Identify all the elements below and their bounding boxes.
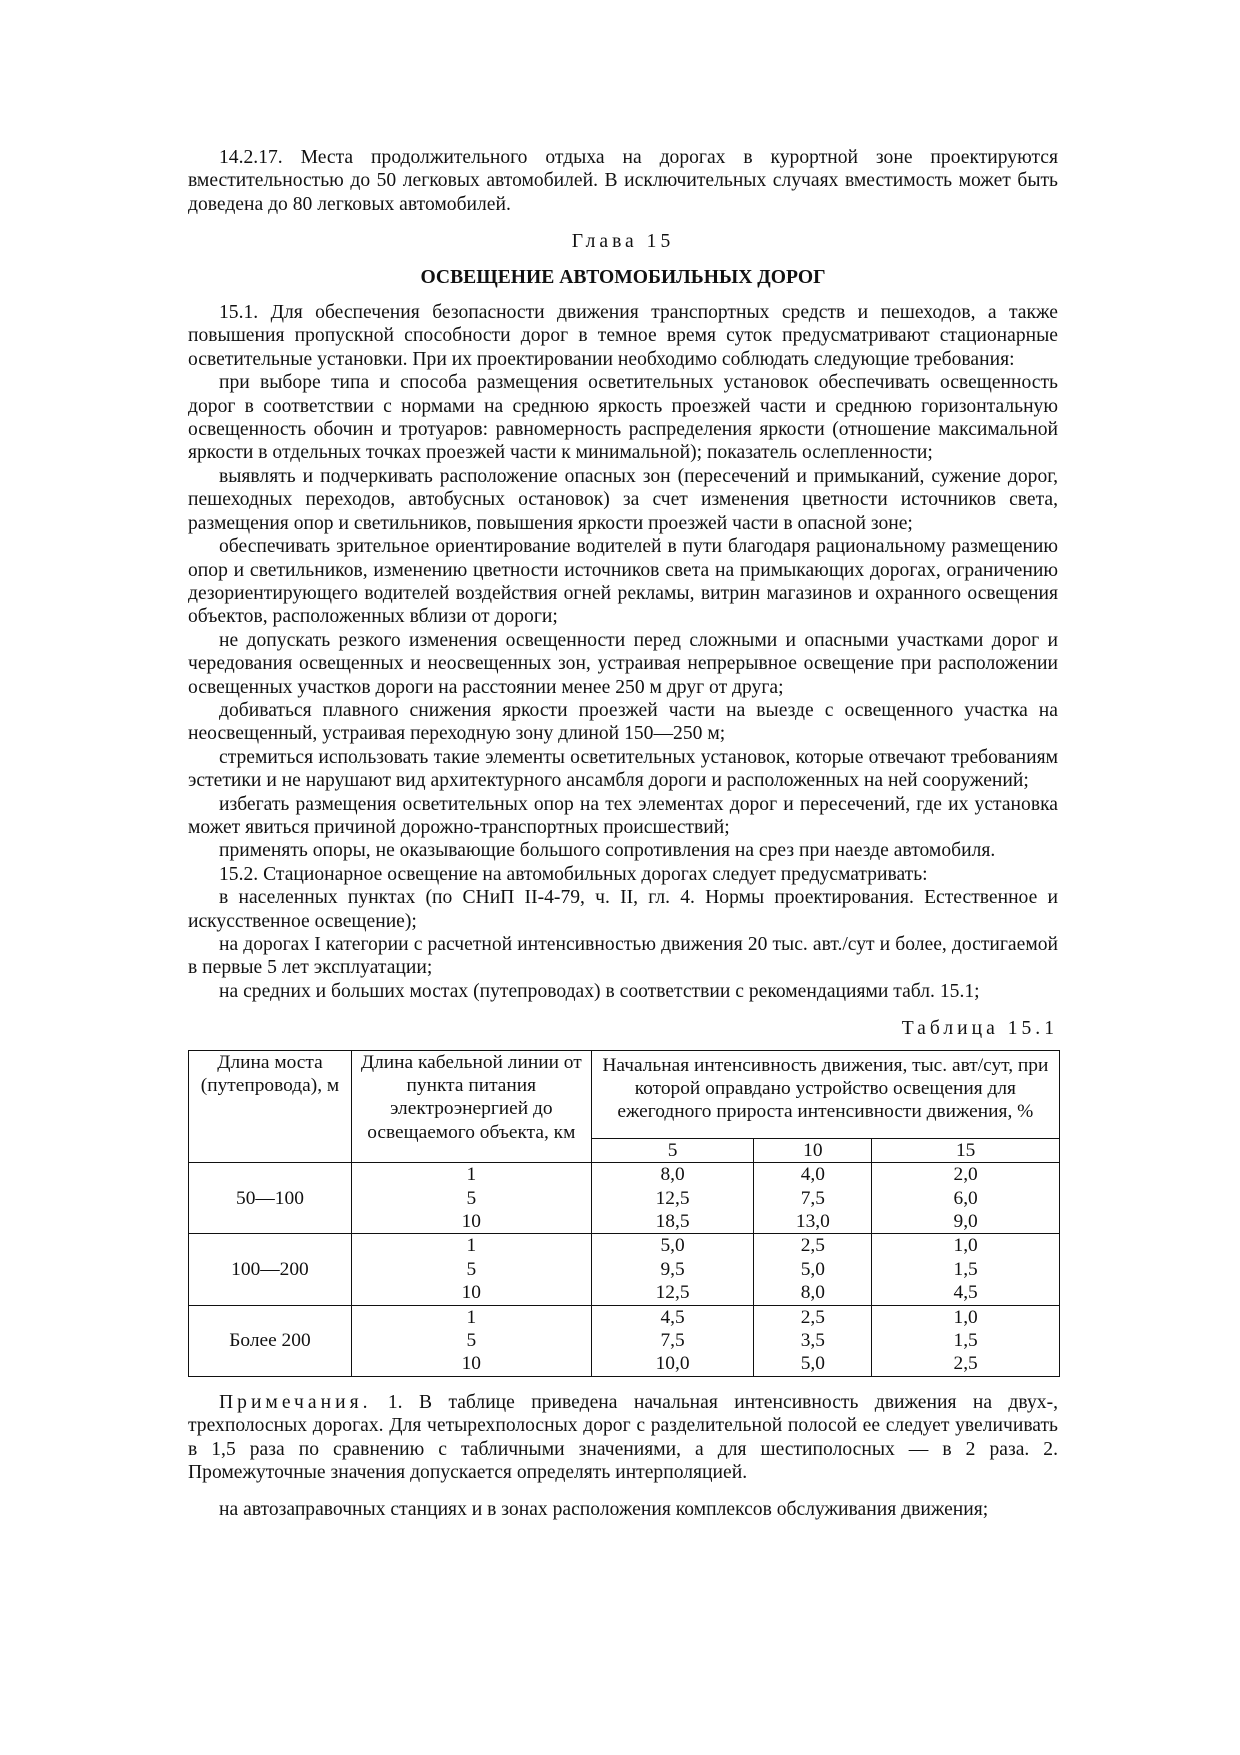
cell-value: 5 xyxy=(466,1329,477,1351)
cell-value: 10 xyxy=(461,1282,481,1304)
cell-value: 10 xyxy=(461,1353,481,1375)
intensity-5-cell xyxy=(591,1163,754,1234)
cell-value: 4,0 xyxy=(800,1164,825,1186)
requirement-item: избегать размещения осветительных опор на тех элементах дорог и пересечений, где их установка может явиться причиной дорожно-транспортных происшествий; xyxy=(188,793,1058,838)
cell-value: 4,5 xyxy=(953,1282,978,1304)
bridge-length-cell: 100—200 xyxy=(189,1234,352,1305)
requirement-item: не допускать резкого изменения освещенности перед сложными и опасными участками дорог и чередования освещенных и неосвещенных зон, устраивая непрерывное освещение при расположении освещенных участков дороги на расстоянии менее 250 м друг от друга; xyxy=(188,629,1058,698)
notes-text: 1. В таблице приведена начальная интенсивность движения на двух-, трехполосных дорогах. Для четырехполосных дорог с разделительной полосой ее следует увеличивать в 1,5 раза по сравнению с табличными значениями, а для шестиполосных — в 2 раза. 2. Промежуточные значения допускается определять интерполяцией. xyxy=(188,1391,1058,1483)
header-bridge-length: Длина моста (путепровода), м xyxy=(189,1050,352,1163)
cell-value: 10 xyxy=(461,1211,481,1233)
cell-value: 5,0 xyxy=(800,1258,825,1280)
cell-value: 3,5 xyxy=(800,1329,825,1351)
lighting-case-item: на автозаправочных станциях и в зонах расположения комплексов обслуживания движения; xyxy=(219,1499,989,1521)
intensity-15-cell xyxy=(872,1305,1060,1376)
notes-label: Примечания. xyxy=(219,1391,372,1413)
table-row xyxy=(189,1163,1060,1234)
intensity-5-cell xyxy=(591,1305,754,1376)
cell-value: 8,0 xyxy=(660,1164,685,1186)
cell-value: 1,0 xyxy=(953,1306,978,1328)
cell-value: 9,5 xyxy=(660,1258,685,1280)
table-notes xyxy=(188,1391,1058,1485)
subheader-5: 5 xyxy=(591,1138,754,1162)
cell-value: 5,0 xyxy=(800,1353,825,1375)
intensity-10-cell xyxy=(754,1234,872,1305)
requirement-item: при выборе типа и способа размещения осветительных установок обеспечивать освещенность дорог в соответствии с нормами на среднюю яркость проезжей части и среднюю горизонтальную освещенность обочин и тротуаров: равномерность распределения яркости (отношение максимальной яркости в отдельных точках проезжей части к минимальной); показатель ослепленности; xyxy=(188,372,1058,464)
requirement-item: добиваться плавного снижения яркости проезжей части на выезде с освещенного участка на неосвещенный, устраивая переходную зону длиной 150—250 м; xyxy=(188,699,1058,745)
cell-value: 2,5 xyxy=(953,1353,978,1375)
cell-value: 1 xyxy=(466,1164,477,1186)
cell-value: 4,5 xyxy=(660,1306,685,1328)
paragraph-14-2-17: 14.2.17. Места продолжительного отдыха на дорогах в курортной зоне проектируются вместительностью до 50 легковых автомобилей. В исключительных случаях вместимость может быть доведена до 80 легковых автомобилей. xyxy=(188,147,1058,215)
cell-value: 1,5 xyxy=(953,1258,978,1280)
subheader-10: 10 xyxy=(754,1138,872,1162)
cell-value: 8,0 xyxy=(800,1282,825,1304)
bridge-length-cell: 50—100 xyxy=(189,1163,352,1234)
cell-value: 6,0 xyxy=(953,1187,978,1209)
cable-length-cell xyxy=(351,1234,591,1305)
header-initial-intensity: Начальная интенсивность движения, тыс. авт/сут, при которой оправдано устройство освещения для ежегодного прироста интенсивности движения, % xyxy=(591,1050,1059,1138)
intensity-15-cell xyxy=(872,1163,1060,1234)
cell-value: 1 xyxy=(466,1306,477,1328)
table-header-row xyxy=(189,1050,1060,1138)
intensity-15-cell xyxy=(872,1234,1060,1305)
cell-value: 10,0 xyxy=(655,1353,690,1375)
cell-value: 1,0 xyxy=(953,1235,978,1257)
requirement-item: применять опоры, не оказывающие большого сопротивления на срез при наезде автомобиля. xyxy=(219,840,996,862)
lighting-case-item: на средних и больших мостах (путепроводах) в соответствии с рекомендациями табл. 15.1; xyxy=(219,980,980,1002)
bridge-length-cell: Более 200 xyxy=(189,1305,352,1376)
requirement-item: обеспечивать зрительное ориентирование водителей в пути благодаря рациональному размещению опор и светильников, изменению цветности источников света на примыкающих дорогах, ограничению дезориентирующего водителей воздействия огней рекламы, витрин магазинов и охранного освещения объектов, расположенных вблизи от дороги; xyxy=(188,536,1058,628)
cable-length-cell xyxy=(351,1305,591,1376)
cable-length-cell xyxy=(351,1163,591,1234)
cell-value: 13,0 xyxy=(795,1211,830,1233)
table-15-1 xyxy=(188,1050,1060,1377)
intensity-10-cell xyxy=(754,1163,872,1234)
lighting-case-item: в населенных пунктах (по СНиП II-4-79, ч. II, гл. 4. Нормы проектирования. Естественное и искусственное освещение); xyxy=(188,887,1058,932)
cell-value: 1,5 xyxy=(953,1329,978,1351)
intensity-5-cell xyxy=(591,1234,754,1305)
requirement-item: выявлять и подчеркивать расположение опасных зон (пересечений и примыканий, сужение дорог, пешеходных переходов, автобусных остановок) за счет изменения цветности источников света, размещения опор и светильников, повышения яркости проезжей части в опасной зоне; xyxy=(188,465,1058,534)
table-row xyxy=(189,1305,1060,1376)
subheader-15: 15 xyxy=(872,1138,1060,1162)
cell-value: 2,0 xyxy=(953,1164,978,1186)
cell-value: 1 xyxy=(466,1235,477,1257)
chapter-title: ОСВЕЩЕНИЕ АВТОМОБИЛЬНЫХ ДОРОГ xyxy=(420,266,826,288)
cell-value: 5,0 xyxy=(660,1235,685,1257)
cell-value: 12,5 xyxy=(655,1187,690,1209)
table-label: Таблица 15.1 xyxy=(901,1018,1058,1040)
paragraph-15-2: 15.2. Стационарное освещение на автомобильных дорогах следует предусматривать: xyxy=(219,863,928,885)
cell-value: 9,0 xyxy=(953,1211,978,1233)
cell-value: 2,5 xyxy=(800,1235,825,1257)
paragraph-15-1: 15.1. Для обеспечения безопасности движения транспортных средств и пешеходов, а также повышения пропускной способности дорог в темное время суток предусматривают стационарные осветительные установки. При их проектировании необходимо соблюдать следующие требования: xyxy=(188,302,1058,370)
requirement-item: стремиться использовать такие элементы осветительных установок, которые отвечают требованиям эстетики и не нарушают вид архитектурного ансамбля дороги и расположенных на ней сооружений; xyxy=(188,746,1058,792)
cell-value: 2,5 xyxy=(800,1306,825,1328)
cell-value: 5 xyxy=(466,1258,477,1280)
lighting-case-item: на дорогах I категории с расчетной интенсивностью движения 20 тыс. авт./сут и более, достигаемой в первые 5 лет эксплуатации; xyxy=(188,934,1058,979)
cell-value: 5 xyxy=(466,1187,477,1209)
chapter-label: Глава 15 xyxy=(571,231,675,253)
cell-value: 18,5 xyxy=(655,1211,690,1233)
header-cable-length: Длина кабельной линии от пункта питания электроэнергией до освещаемого объекта, км xyxy=(351,1050,591,1163)
cell-value: 7,5 xyxy=(800,1187,825,1209)
table-row xyxy=(189,1234,1060,1305)
cell-value: 7,5 xyxy=(660,1329,685,1351)
cell-value: 12,5 xyxy=(655,1282,690,1304)
intensity-10-cell xyxy=(754,1305,872,1376)
